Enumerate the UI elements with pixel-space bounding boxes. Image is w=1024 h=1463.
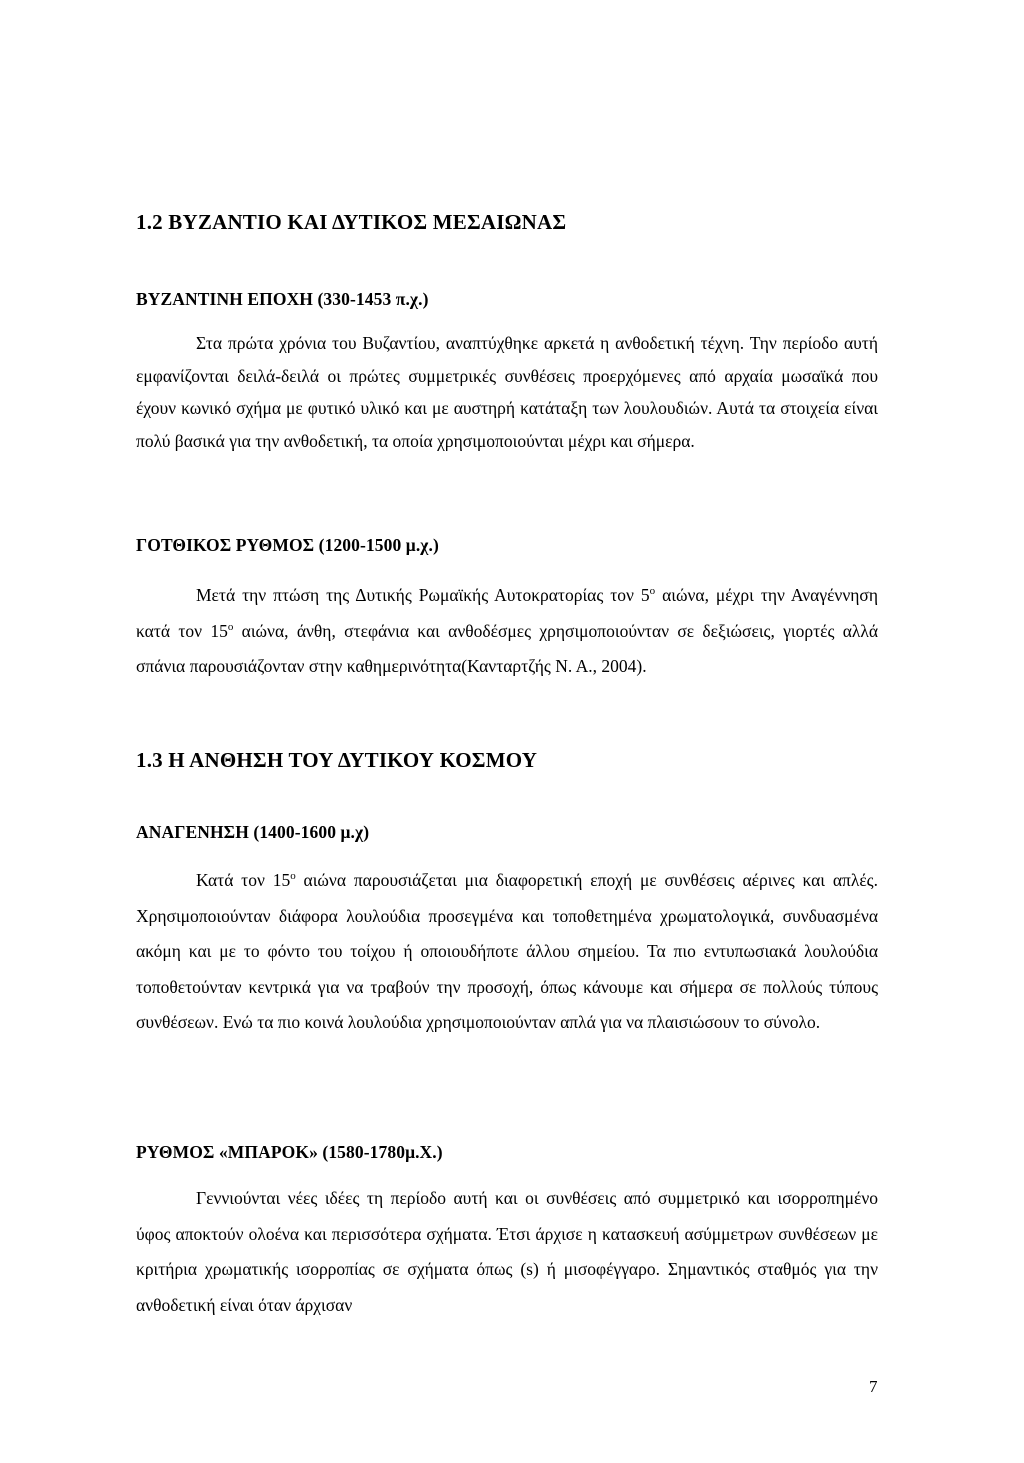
paragraph-gothic-style bbox=[136, 578, 878, 685]
section-title-flourishing-western-world: 1.3 Η ΑΝΘΗΣΗ ΤΟΥ ΔΥΤΙΚΟΥ ΚΟΣΜΟΥ bbox=[136, 748, 538, 772]
superscript-ordinal: ο bbox=[290, 870, 296, 883]
paragraph-baroque-style: Γεννιούνται νέες ιδέες τη περίοδο αυτή και οι συνθέσεις από συμμετρικό και ισορροπημένο ύφος αποκτούν ολοένα και περισσότερα σχήματα. Έτσι άρχισε η κατασκευή ασύμμετρων συνθέσεων με κριτήρια χρωματικής ισορροπίας σε σχήματα όπως (s) ή μισοφέγγαρο. Σημαντικός σταθμός για την ανθοδετική είναι όταν άρχισαν bbox=[136, 1188, 878, 1315]
heading-gothic-style: ΓΟΤΘΙΚΟΣ ΡΥΘΜΟΣ (1200-1500 μ.χ.) bbox=[136, 535, 439, 555]
section-title-byzantium-western-middle-ages: 1.2 ΒΥΖΑΝΤΙΟ ΚΑΙ ΔΥΤΙΚΟΣ ΜΕΣΑΙΩΝΑΣ bbox=[136, 210, 567, 234]
heading-baroque-style: ΡΥΘΜΟΣ «ΜΠΑΡΟΚ» (1580-1780μ.Χ.) bbox=[136, 1142, 443, 1162]
paragraph-renaissance bbox=[136, 863, 878, 1041]
text-segment: αιώνα, άνθη, στεφάνια και ανθοδέσμες χρησιμοποιούνταν σε δεξιώσεις, γιορτές αλλά σπάνια παρουσιάζονταν στην καθημερινότητα(Κανταρτζής Ν. Α., 2004). bbox=[136, 620, 878, 676]
paragraph-byzantine-era: Στα πρώτα χρόνια του Βυζαντίου, αναπτύχθηκε αρκετά η ανθοδετική τέχνη. Την περίοδο αυτή εμφανίζονται δειλά-δειλά οι πρώτες συμμετρικές συνθέσεις προερχόμενες από αρχαία μωσαϊκά που έχουν κωνικό σχήμα με φυτικό υλικό και με αυστηρή κατάταξη των λουλουδιών. Αυτά τα στοιχεία είναι πολύ βασικά για την ανθοδετική, τα οποία χρησιμοποιούνται μέχρι και σήμερα. bbox=[136, 333, 878, 451]
text-segment: Κατά τον 15 bbox=[196, 870, 291, 890]
superscript-ordinal: ο bbox=[649, 585, 656, 598]
page-number: 7 bbox=[869, 1377, 878, 1396]
text-segment: αιώνα, μέχρι την Αναγέννηση κατά τον 15 bbox=[136, 585, 878, 641]
heading-byzantine-era: ΒΥΖΑΝΤΙΝΗ ΕΠΟΧΗ (330-1453 π.χ.) bbox=[136, 289, 429, 309]
heading-renaissance: ΑΝΑΓΕΝΗΣΗ (1400-1600 μ.χ) bbox=[136, 822, 370, 842]
text-segment: αιώνα παρουσιάζεται μια διαφορετική εποχή με συνθέσεις αέρινες και απλές. Χρησιμοποιούνταν διάφορα λουλούδια προσεγμένα και τοποθετημένα χρωματολογικά, συνδυασμένα ακόμη και με το φόντο του τοίχου ή οποιουδήποτε άλλου σημείου. Τα πιο εντυπωσιακά λουλούδια τοποθετούνταν κεντρικά για να τραβούν την προσοχή, όπως κάνουμε και σήμερα σε πολλούς τύπους συνθέσεων. Ενώ τα πιο κοινά λουλούδια χρησιμοποιούνταν απλά για να πλαισιώσουν το σύνολο. bbox=[136, 870, 878, 1032]
superscript-ordinal: ο bbox=[227, 620, 234, 633]
text-segment: Μετά την πτώση της Δυτικής Ρωμαϊκής Αυτοκρατορίας τον 5 bbox=[196, 585, 650, 605]
